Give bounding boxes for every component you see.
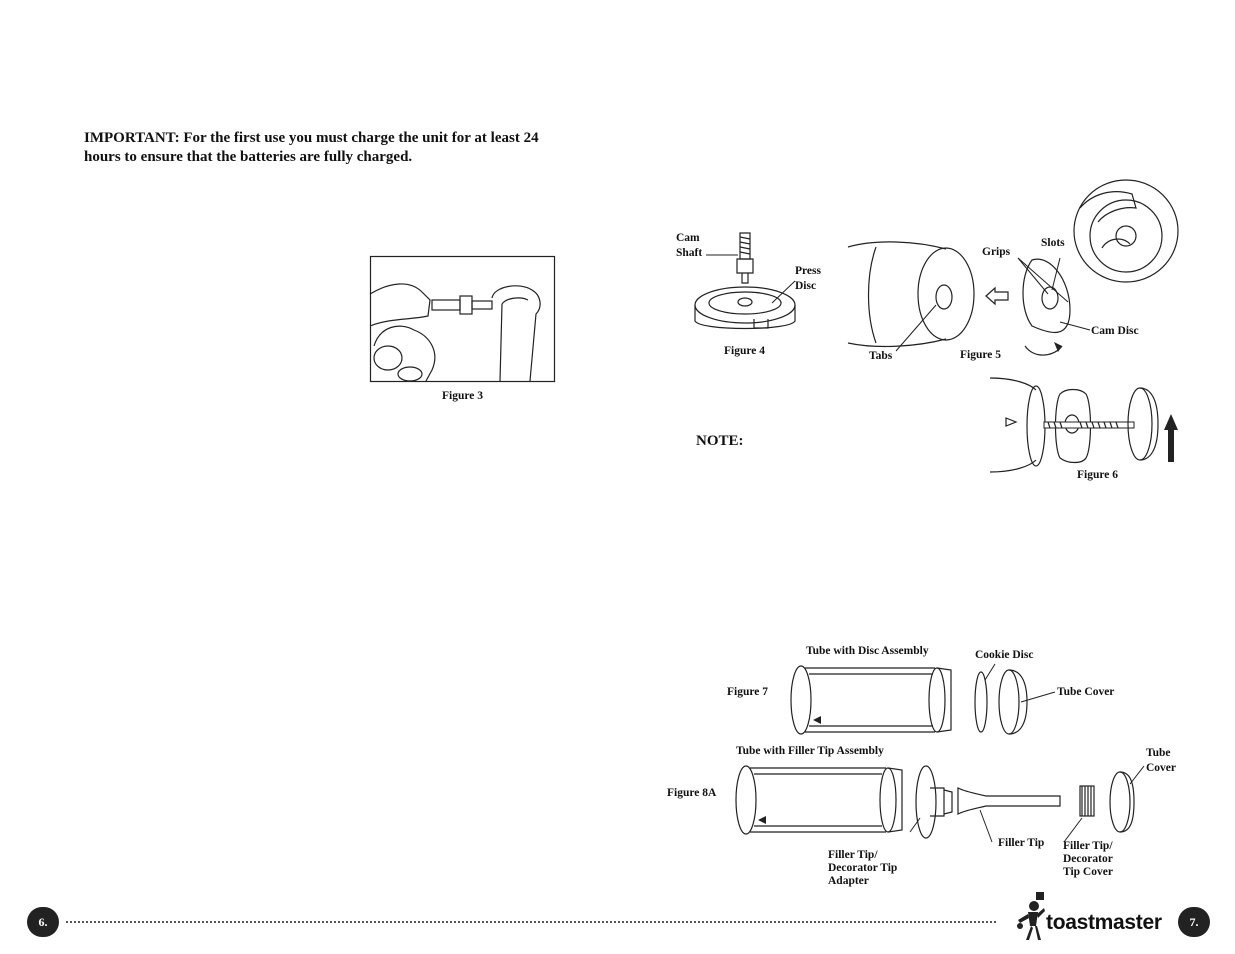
figure-7-illustration [785, 662, 1065, 742]
figure-6-caption: Figure 6 [1077, 469, 1118, 481]
figure-5-caption: Figure 5 [960, 349, 1001, 361]
figure-6-illustration [990, 374, 1180, 478]
figure-7-caption: Figure 7 [727, 686, 768, 698]
adapter-label-line3: Adapter [828, 875, 869, 887]
figure-8a-caption: Figure 8A [667, 787, 717, 799]
tube-cover-label-line2: Cover [1146, 762, 1177, 774]
cam-shaft-label-line2: Shaft [676, 247, 703, 259]
filler-tip-label: Filler Tip [998, 837, 1045, 849]
tube-cover-label-line1: Tube [1146, 747, 1171, 759]
tabs-label: Tabs [869, 350, 893, 362]
cookie-disc-label: Cookie Disc [975, 649, 1034, 661]
toastmaster-brand-logo: toastmaster [1046, 911, 1162, 934]
adapter-label-line2: Decorator Tip [828, 862, 898, 874]
figure-5-illustration [846, 235, 976, 355]
tube-filler-assembly-label: Tube with Filler Tip Assembly [736, 745, 884, 757]
note-label: NOTE: [696, 433, 744, 449]
figure-4-illustration [690, 225, 810, 340]
tip-cover-label-line2: Decorator [1063, 853, 1113, 865]
adapter-label-line1: Filler Tip/ [828, 849, 878, 861]
slots-label: Slots [1041, 237, 1065, 249]
tube-disc-assembly-label: Tube with Disc Assembly [806, 645, 929, 657]
cam-disc-label: Cam Disc [1091, 325, 1139, 337]
figure-3-caption: Figure 3 [442, 390, 483, 402]
direction-arrow-icon [985, 287, 1009, 305]
grip-detail-illustration [1072, 178, 1180, 284]
important-notice: IMPORTANT: For the first use you must charge the unit for at least 24 hours to ensure that the batteries are fully charged. [84, 130, 539, 165]
tip-cover-label-line3: Tip Cover [1063, 866, 1113, 878]
figure-4-caption: Figure 4 [724, 345, 765, 357]
page-number-left: 6. [27, 907, 59, 937]
figure-3-illustration [370, 256, 556, 383]
grips-label: Grips [982, 246, 1011, 258]
page-number-right: 7. [1178, 907, 1210, 937]
tip-cover-label-line1: Filler Tip/ [1063, 840, 1113, 852]
cam-shaft-label-line1: Cam [676, 232, 700, 244]
tube-cover-label: Tube Cover [1057, 686, 1115, 698]
press-disc-label-line1: Press [795, 265, 821, 277]
toastmaster-chef-logo-icon [1014, 890, 1046, 942]
footer-dotted-rule [66, 921, 996, 923]
press-disc-label-line2: Disc [795, 280, 817, 292]
